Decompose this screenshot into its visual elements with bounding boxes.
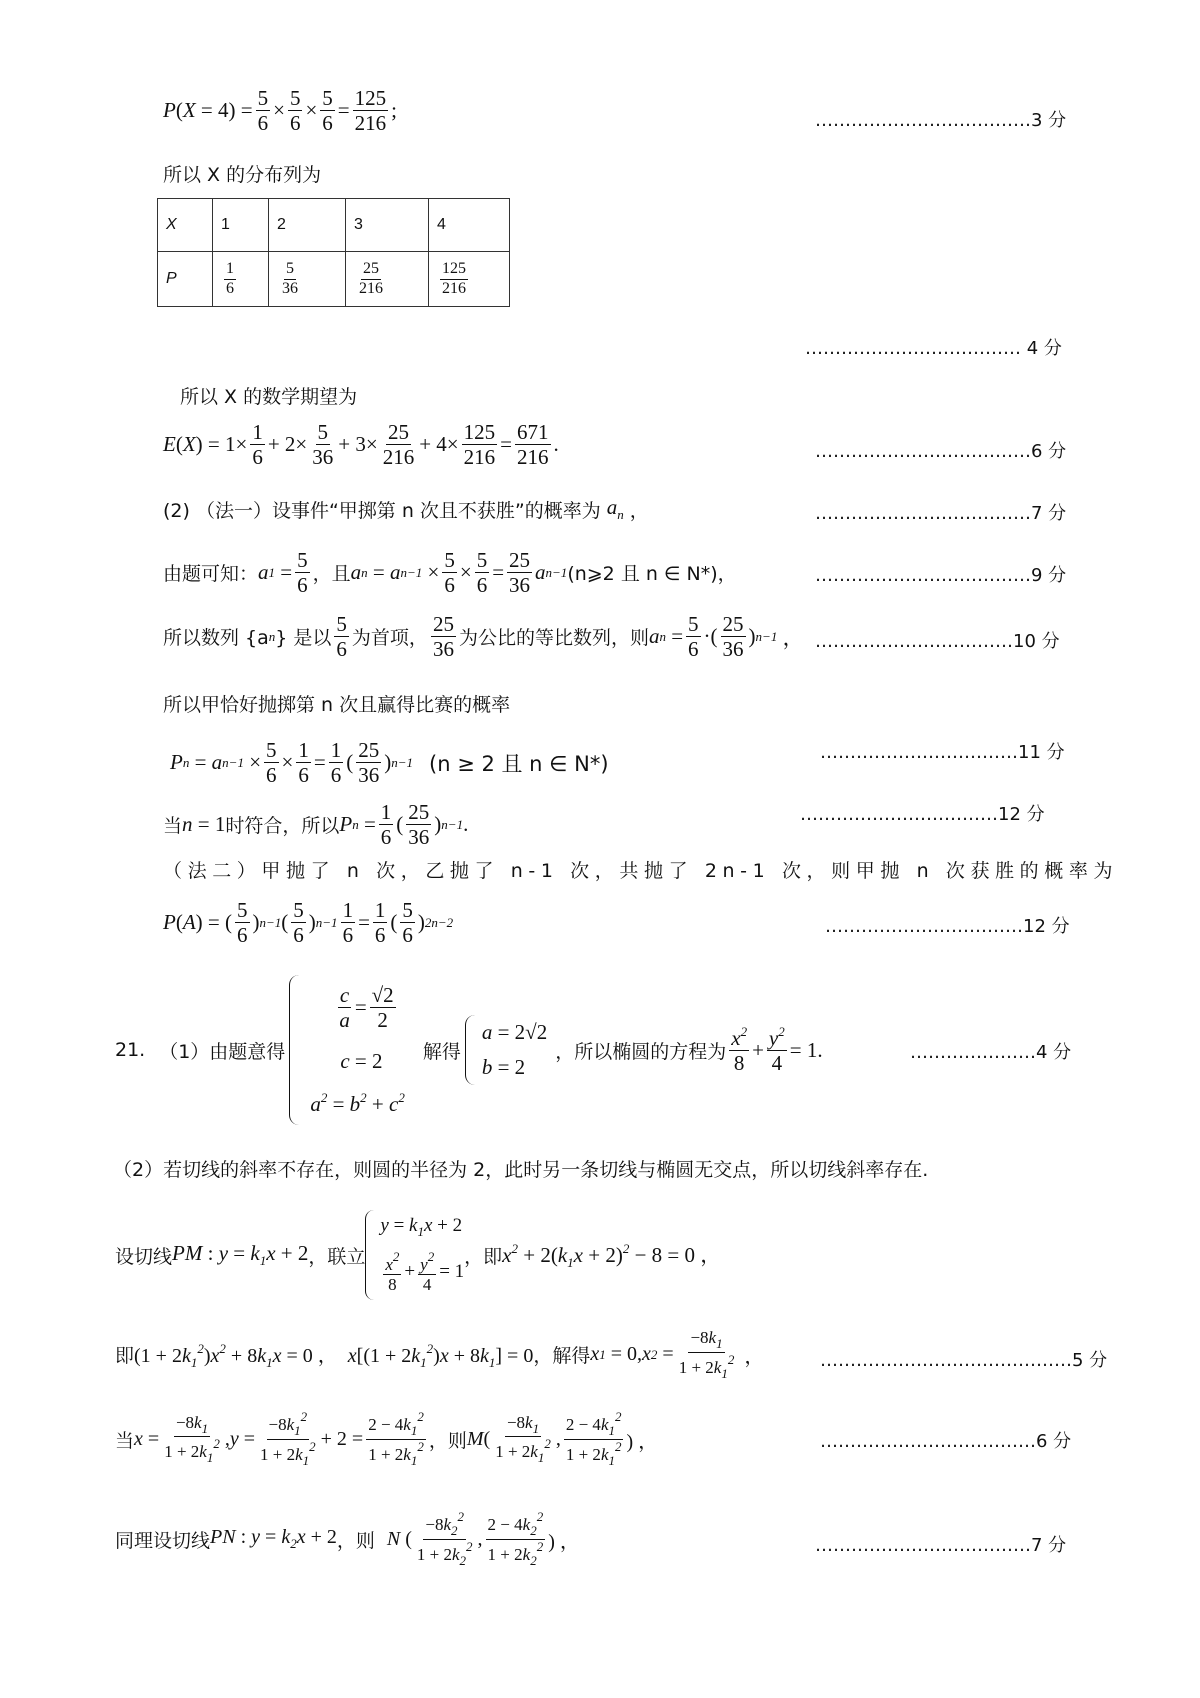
given-system: $\frac{c}{a}$ = $\frac{√2}{2}$ c = 2 $a^2 = b^2 + c^2$ xyxy=(289,975,405,1125)
score-3: ………………………………3 分 xyxy=(815,110,1067,131)
seq-text-1: 所以数列 {a xyxy=(163,627,269,650)
distribution-intro: 所以 X 的分布列为 xyxy=(163,164,322,186)
table-row xyxy=(158,199,510,252)
score-11: ……………………………11 分 xyxy=(820,742,1065,763)
table-row-label: P xyxy=(158,252,213,307)
px4-formula: P ( X = 4) = $\frac{5}{6}$ × $\frac{5}{6}$ × $\frac{5}{6}$ = $\frac{125}{216}$ ; xyxy=(163,86,397,136)
table-cell: $\frac{125}{216}$ xyxy=(429,252,510,307)
same-label: 同理设切线 xyxy=(115,1529,211,1552)
seq-text-3: 为首项， xyxy=(351,627,428,650)
score-10: ……………………………10 分 xyxy=(815,631,1060,652)
n1-text-a: 当 xyxy=(163,815,183,838)
ie-label: ，即 xyxy=(464,1245,503,1268)
score-6-b: ………………………………6 分 xyxy=(820,1431,1072,1452)
table-header-cell: 3 xyxy=(346,199,429,252)
seq-text-2: } 是以 xyxy=(275,627,332,650)
geometric-sequence-line: 所以数列 {a n } 是以 $\frac{5}{6}$ 为首项， $\frac{25}{36}$ 为公比的等比数列，则 a n = $\frac{5}{6}$ ·( $\frac{25}{36}$ ) n−1 ， xyxy=(163,612,804,662)
condition-label: (n⩾2 且 n ∈ N*)， xyxy=(567,563,737,586)
table-header-cell: 2 xyxy=(269,199,346,252)
table-header-cell: 4 xyxy=(429,199,510,252)
quadratic-line: 即 $(1 + 2k_1^2)x^2 + 8k_1x = 0$ ， $x[(1 + 2k_1^2)x + 8k_1] = 0$ ，解得 x 1 = 0, x 2 = $\frac{-8k_1}{1 + 2k_1^2}$ ， xyxy=(115,1328,765,1381)
brace-icon xyxy=(289,975,304,1125)
n1-text-b: 时符合，所以 xyxy=(225,815,340,838)
score-12-b: ……………………………12 分 xyxy=(825,916,1070,937)
brace-icon xyxy=(465,1015,476,1085)
expectation-formula: E ( X ) = 1× $\frac{1}{6}$ + 2× $\frac{5}{36}$ + 3× $\frac{25}{216}$ + 4× $\frac{125}{216}$ = $\frac{671}{216}$ . xyxy=(163,420,559,470)
union-label: ，联立 xyxy=(308,1245,366,1268)
solve-label: 解得 xyxy=(422,1040,461,1063)
method2-line: （法二）甲抛了 n 次，乙抛了 n-1 次，共抛了 2n-1 次，则甲抛 n 次获胜的概率为 xyxy=(163,860,1119,882)
ellipse-label: ，所以椭圆的方程为 xyxy=(555,1040,727,1063)
seq-text-4: 为公比的等比数列，则 xyxy=(458,627,649,650)
when-label: 当 xyxy=(115,1429,135,1452)
ie2-label: 即 xyxy=(115,1345,135,1368)
win-probability-intro: 所以甲恰好抛掷第 n 次且赢得比赛的概率 xyxy=(163,694,511,716)
score-6: ………………………………6 分 xyxy=(815,441,1067,462)
table-cell: $\frac{25}{216}$ xyxy=(346,252,429,307)
score-5: ……………………………………5 分 xyxy=(820,1350,1108,1371)
recurrence-line: 由题可知： a 1 = $\frac{5}{6}$ ，且 a n = a n−1 × $\frac{5}{6}$ × $\frac{5}{6}$ = $\frac{25}{36}$ a n−1 (n⩾2 且 n ∈ N*)， xyxy=(163,548,737,598)
pn-formula: P n = a n−1 × $\frac{5}{6}$ × $\frac{1}{6}$ = $\frac{1}{6}$ ( $\frac{25}{36}$ ) n−1 (n ≥ 2 且 n ∈ N*) xyxy=(170,738,609,788)
and-label: ，且 xyxy=(312,563,351,586)
pa-formula: P ( A ) = ( $\frac{5}{6}$ ) n−1 ( $\frac{5}{6}$ ) n−1 $\frac{1}{6}$ = $\frac{1}{6}$ ( $\frac{5}{6}$ ) 2n−2 xyxy=(163,898,454,948)
then-label: ，则 xyxy=(428,1429,467,1452)
tangent-pm-line: 设切线 PM : $y = k_1x + 2$ ，联立 $y = k_1x + 2$ $\frac{x^2}{8}$ + $\frac{y^2}{4}$ = 1 ，即 $x^2 + 2(k_1x + 2)^2 - 8 = 0$ ， xyxy=(115,1210,721,1300)
table-cell: $\frac{5}{36}$ xyxy=(269,252,346,307)
table-header-cell: X xyxy=(158,199,213,252)
q21-part1-line: 21. （1）由题意得 $\frac{c}{a}$ = $\frac{√2}{2}$ c = 2 $a^2 = b^2 + c^2$ 解得 a = 2√2 b = 2 ，所以椭圆的方程为 $\frac{x^2}{8}$ + $\frac{y^2}{4}$ = 1. xyxy=(115,975,823,1125)
table-row xyxy=(158,252,510,307)
n1-case-line: 当 n = 1 时符合，所以 P n = $\frac{1}{6}$ ( $\frac{25}{36}$ ) n−1 . xyxy=(163,800,469,850)
solve2-label: ，解得 xyxy=(533,1345,591,1368)
score-4: ……………………………… 4 分 xyxy=(805,338,1062,359)
score-4-b: …………………4 分 xyxy=(910,1042,1072,1063)
distribution-table xyxy=(157,198,510,307)
score-7: ………………………………7 分 xyxy=(815,503,1067,524)
table-header-cell: 1 xyxy=(213,199,269,252)
score-12: ……………………………12 分 xyxy=(800,804,1045,825)
solution-system: a = 2√2 b = 2 xyxy=(465,1015,547,1085)
table-cell: $\frac{1}{6}$ xyxy=(213,252,269,307)
tangent-system: $y = k_1x + 2$ $\frac{x^2}{8}$ + $\frac{y^2}{4}$ = 1 xyxy=(365,1210,464,1300)
pm-label: 设切线 xyxy=(115,1245,173,1268)
point-m-line: 当 x = $\frac{-8k_1}{1 + 2k_1^2}$ , y = $\frac{-8k_1^2}{1 + 2k_1^2}$ + 2 = $\frac{2 - 4k_1^2}{1 + 2k_1^2}$ ，则 M ( $\frac{-8k_1}{1 + 2k_1^2}$ , $\frac{2 - 4k_1^2}{1 + 2k_1^2}$ ) ， xyxy=(115,1409,659,1468)
given-label: 由题可知： xyxy=(163,563,259,586)
brace-icon xyxy=(365,1210,374,1300)
question-number: 21. xyxy=(115,1039,146,1061)
pn-condition: (n ≥ 2 且 n ∈ N*) xyxy=(429,751,609,776)
then2-label: ，则 xyxy=(336,1529,375,1552)
q21-part1-label: （1）由题意得 xyxy=(159,1040,286,1063)
part2-label: (2) （法一）设事件“甲掷第 n 次且不获胜”的概率为 xyxy=(163,499,601,522)
score-7-b: ………………………………7 分 xyxy=(815,1535,1067,1556)
expectation-intro: 所以 X 的数学期望为 xyxy=(180,386,358,408)
part2-method1-line: (2) （法一）设事件“甲掷第 n 次且不获胜”的概率为 $a_n$ ， xyxy=(163,495,649,522)
score-9: ………………………………9 分 xyxy=(815,565,1067,586)
q21-part2-intro: （2）若切线的斜率不存在，则圆的半径为 2，此时另一条切线与椭圆无交点，所以切线斜率存在. xyxy=(113,1159,929,1181)
point-n-line: 同理设切线 PN : $y = k_2x + 2$ ，则 N ( $\frac{-8k_2^2}{1 + 2k_2^2}$ , $\frac{2 - 4k_2^2}{1 + 2k_2^2}$ ) ， xyxy=(115,1509,580,1568)
